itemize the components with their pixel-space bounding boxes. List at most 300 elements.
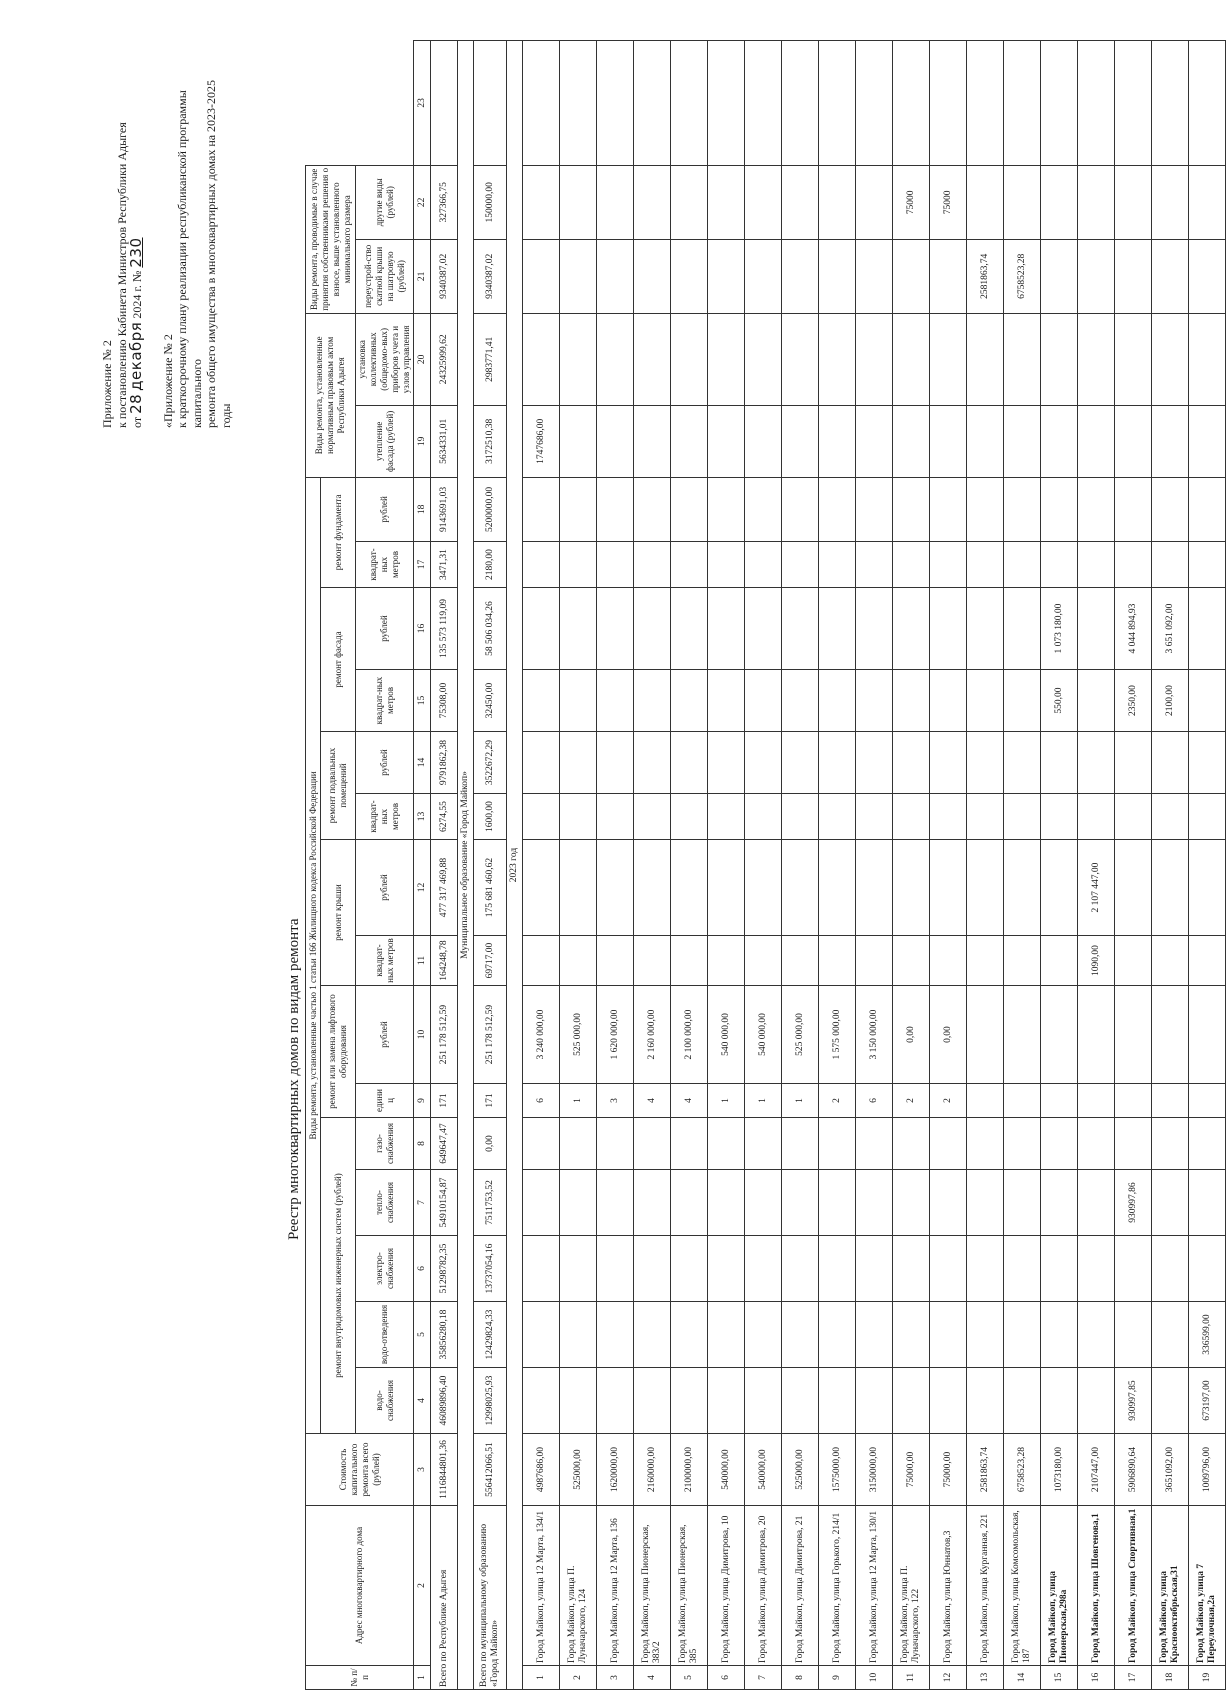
cell-empty <box>893 41 930 166</box>
cell-drub <box>523 477 560 541</box>
column-number: 2 <box>414 1506 431 1666</box>
total-cell: 5634331,01 <box>431 405 458 477</box>
cell-water <box>819 1368 856 1434</box>
cell-cost: 3651092,00 <box>1152 1434 1189 1506</box>
house-address: Город Майкоп, улица Комсомольская, 187 <box>1004 1506 1041 1666</box>
header-facade-rub: рублей <box>356 588 414 670</box>
cell-fsqm <box>671 670 708 732</box>
cell-drub <box>560 477 597 541</box>
cell-empty <box>782 41 819 166</box>
house-address: Город Майкоп, улица 12 Марта, 136 <box>597 1506 634 1666</box>
house-row <box>856 41 893 1690</box>
cell-elec <box>671 1236 708 1302</box>
cell-units: 3 <box>597 1084 634 1118</box>
cell-meters <box>1078 313 1115 405</box>
cell-frub <box>560 588 597 670</box>
cell-brub <box>819 732 856 794</box>
cell-empty <box>634 41 671 166</box>
subtotal-cell: 556412066,51 <box>474 1434 507 1506</box>
cell-bsqm <box>930 794 967 840</box>
cell-gas <box>560 1118 597 1170</box>
house-row <box>930 41 967 1690</box>
house-row <box>967 41 1004 1690</box>
subtotal-cell: 3172510,38 <box>474 405 507 477</box>
cell-sewer <box>708 1302 745 1368</box>
cell-lift <box>967 986 1004 1084</box>
header-facade: ремонт фасада <box>321 588 356 732</box>
cell-rsqm <box>856 936 893 986</box>
cell-frub <box>782 588 819 670</box>
cell-elec <box>1041 1236 1078 1302</box>
cell-fsqm: 550,00 <box>1041 670 1078 732</box>
cell-bsqm <box>819 794 856 840</box>
cell-empty <box>1004 41 1041 166</box>
cell-empty <box>967 41 1004 166</box>
total-cell: 9791862,38 <box>431 732 458 794</box>
cell-insul <box>856 405 893 477</box>
cell-other: 75000 <box>930 165 967 239</box>
cell-other <box>523 165 560 239</box>
cell-dsqm <box>930 542 967 588</box>
total-cell: 9340387,02 <box>431 239 458 313</box>
appendix-line-4: «Приложение № 2 <box>160 334 175 428</box>
total-cell: 46089896,40 <box>431 1368 458 1434</box>
header-roof-rub: рублей <box>356 840 414 936</box>
cell-empty <box>1152 41 1189 166</box>
house-row <box>1078 41 1115 1690</box>
appendix-line-8: годы <box>218 403 233 428</box>
cell-lift <box>1115 986 1152 1084</box>
cell-meters <box>1041 313 1078 405</box>
cell-drub <box>782 477 819 541</box>
cell-bsqm <box>893 794 930 840</box>
cell-units <box>1041 1084 1078 1118</box>
cell-fsqm <box>634 670 671 732</box>
cell-sewer <box>1041 1302 1078 1368</box>
cell-frub <box>671 588 708 670</box>
house-row <box>597 41 634 1690</box>
subtotal-cell: 1600,00 <box>474 794 507 840</box>
cell-units <box>1115 1084 1152 1118</box>
cell-lift: 1 575 000,00 <box>819 986 856 1084</box>
cell-bsqm <box>634 794 671 840</box>
cell-water <box>782 1368 819 1434</box>
cell-rsqm <box>782 936 819 986</box>
cell-dsqm <box>819 542 856 588</box>
cell-drub <box>1115 477 1152 541</box>
cell-drub <box>819 477 856 541</box>
cell-dsqm <box>597 542 634 588</box>
cell-dsqm <box>634 542 671 588</box>
cell-other <box>1189 165 1226 239</box>
cell-bsqm <box>1004 794 1041 840</box>
cell-sewer <box>745 1302 782 1368</box>
cell-empty <box>1078 41 1115 166</box>
cell-rrub <box>597 840 634 936</box>
cell-water <box>967 1368 1004 1434</box>
column-number: 9 <box>414 1084 431 1118</box>
column-number-row <box>414 41 431 1690</box>
header-insulation: утепление фасада (рублей) <box>356 405 414 477</box>
cell-lift <box>1189 986 1226 1084</box>
cell-brub <box>523 732 560 794</box>
cell-cost: 525000,00 <box>782 1434 819 1506</box>
row-number: 13 <box>967 1666 1004 1690</box>
cell-sewer <box>967 1302 1004 1368</box>
cell-other <box>1078 165 1115 239</box>
house-row <box>1189 41 1226 1690</box>
column-number: 20 <box>414 313 431 405</box>
cell-rrub <box>930 840 967 936</box>
subtotal-cell: 0,00 <box>474 1118 507 1170</box>
cell-fsqm <box>597 670 634 732</box>
cell-meters <box>745 313 782 405</box>
cell-rrub <box>967 840 1004 936</box>
cell-heat <box>1078 1170 1115 1236</box>
cell-rrub <box>745 840 782 936</box>
subtotal-cell: 69717,00 <box>474 936 507 986</box>
cell-insul <box>819 405 856 477</box>
cell-cost: 2100000,00 <box>671 1434 708 1506</box>
cell-frub <box>893 588 930 670</box>
cell-water <box>1041 1368 1078 1434</box>
cell-other <box>560 165 597 239</box>
subtotal-cell: 3522672,29 <box>474 732 507 794</box>
header-cost: Стоимость капитального ремонта всего (рублей) <box>306 1434 414 1506</box>
cell-empty <box>1189 41 1226 166</box>
cell-empty <box>856 41 893 166</box>
cell-drub <box>856 477 893 541</box>
cell-water <box>1078 1368 1115 1434</box>
cell-other <box>1041 165 1078 239</box>
cell-units: 2 <box>819 1084 856 1118</box>
cell-frub <box>856 588 893 670</box>
cell-bsqm <box>856 794 893 840</box>
cell-fsqm <box>967 670 1004 732</box>
header-sewer: водо-отведения <box>356 1302 414 1368</box>
appendix-date-line <box>129 88 145 428</box>
cell-frub <box>1189 588 1226 670</box>
cell-flatroof: 2581863,74 <box>967 239 1004 313</box>
cell-insul <box>560 405 597 477</box>
cell-cost: 1575000,00 <box>819 1434 856 1506</box>
column-number: 16 <box>414 588 431 670</box>
cell-insul <box>1115 405 1152 477</box>
house-address: Город Майкоп, улица Юннатов,3 <box>930 1506 967 1666</box>
house-row <box>560 41 597 1690</box>
cell-flatroof <box>930 239 967 313</box>
decree-number: 230 <box>127 237 145 268</box>
header-address: Адрес многоквартирного дома <box>306 1506 414 1666</box>
total-cell: 75308,00 <box>431 670 458 732</box>
total-cell: 649647,47 <box>431 1118 458 1170</box>
column-number: 14 <box>414 732 431 794</box>
cell-rsqm <box>967 936 1004 986</box>
header-water: водо-снабжения <box>356 1368 414 1434</box>
row-number: 1 <box>523 1666 560 1690</box>
house-address: Город Майкоп, улица Димитрова, 10 <box>708 1506 745 1666</box>
cell-meters <box>708 313 745 405</box>
cell-units: 2 <box>893 1084 930 1118</box>
cell-drub <box>1004 477 1041 541</box>
row-number: 3 <box>597 1666 634 1690</box>
cell-rrub <box>893 840 930 936</box>
total-cell: 3471,31 <box>431 542 458 588</box>
column-number: 21 <box>414 239 431 313</box>
column-number: 13 <box>414 794 431 840</box>
cell-meters <box>1004 313 1041 405</box>
cell-heat <box>745 1170 782 1236</box>
cell-flatroof <box>1115 239 1152 313</box>
appendix-line-7: ремонта общего имущества в многоквартирных домах на 2023-2025 <box>204 79 218 428</box>
cell-insul <box>1041 405 1078 477</box>
cell-frub <box>967 588 1004 670</box>
subtotal-cell: 12998025,93 <box>474 1368 507 1434</box>
house-row <box>745 41 782 1690</box>
cell-flatroof <box>634 239 671 313</box>
cell-brub <box>1152 732 1189 794</box>
cell-water <box>560 1368 597 1434</box>
row-number: 9 <box>819 1666 856 1690</box>
municipality-label: Муниципальное образование «Город Майкоп» <box>458 41 474 1690</box>
cell-elec <box>745 1236 782 1302</box>
cell-dsqm <box>708 542 745 588</box>
total-cell: 51298782,35 <box>431 1236 458 1302</box>
cell-elec <box>560 1236 597 1302</box>
cell-rrub <box>1041 840 1078 936</box>
subtotal-cell: 2983771,41 <box>474 313 507 405</box>
cell-elec <box>1078 1236 1115 1302</box>
cell-rsqm <box>1152 936 1189 986</box>
cell-units: 6 <box>523 1084 560 1118</box>
subtotal-label: Всего по муниципальному образованию «Город Майкоп» <box>474 1506 507 1690</box>
cell-sewer <box>634 1302 671 1368</box>
house-address: Город Майкоп, улица Димитрова, 21 <box>782 1506 819 1666</box>
cell-empty <box>597 41 634 166</box>
year-row <box>507 41 523 1690</box>
cell-fsqm <box>523 670 560 732</box>
cell-rsqm <box>819 936 856 986</box>
cell-meters <box>671 313 708 405</box>
cell-brub <box>1189 732 1226 794</box>
cell-water <box>634 1368 671 1434</box>
cell-rrub <box>1004 840 1041 936</box>
house-address: Город Майкоп, улица Шовгенова,1 <box>1078 1506 1115 1666</box>
cell-other: 75000 <box>893 165 930 239</box>
cell-fsqm <box>893 670 930 732</box>
house-address: Город Майкоп, улица Пионерская, 385 <box>671 1506 708 1666</box>
cell-brub <box>1041 732 1078 794</box>
cell-brub <box>967 732 1004 794</box>
header-types-extra: Виды ремонта, проводимые в случае принятия собственниками решения о взносе, выше установленного минимального размера <box>306 165 356 313</box>
cell-brub <box>782 732 819 794</box>
subtotal-cell: 7511753,52 <box>474 1170 507 1236</box>
cell-brub <box>560 732 597 794</box>
cell-empty <box>708 41 745 166</box>
appendix-line-2: к постановлению Кабинета Министров Республики Адыгея <box>114 122 129 428</box>
cell-water <box>1152 1368 1189 1434</box>
house-address: Город Майкоп, улица Пионерская,298а <box>1041 1506 1078 1666</box>
cell-water <box>671 1368 708 1434</box>
column-number: 6 <box>414 1236 431 1302</box>
cell-cost: 540000,00 <box>708 1434 745 1506</box>
cell-fsqm <box>1078 670 1115 732</box>
cell-meters <box>930 313 967 405</box>
cell-rsqm <box>523 936 560 986</box>
cell-units: 4 <box>634 1084 671 1118</box>
house-address: Город Майкоп, улица П. Луначарского, 122 <box>893 1506 930 1666</box>
column-number: 3 <box>414 1434 431 1506</box>
date-month: декабря <box>127 321 145 391</box>
cell-frub <box>634 588 671 670</box>
cell-cost: 5906890,64 <box>1115 1434 1152 1506</box>
header-flat-roof: переустрой-ство скатной крыши на шатровую (рублей) <box>356 239 414 313</box>
cell-cost: 75000,00 <box>893 1434 930 1506</box>
cell-water: 930997,85 <box>1115 1368 1152 1434</box>
cell-cost: 2107447,00 <box>1078 1434 1115 1506</box>
document-title: Реестр многоквартирных домов по видам ремонта <box>286 918 302 1240</box>
cell-rsqm <box>634 936 671 986</box>
subtotal-cell: 175 681 460,62 <box>474 840 507 936</box>
house-row <box>671 41 708 1690</box>
row-number: 15 <box>1041 1666 1078 1690</box>
cell-cost: 75000,00 <box>930 1434 967 1506</box>
column-number: 1 <box>414 1666 431 1690</box>
cell-heat <box>782 1170 819 1236</box>
cell-lift: 0,00 <box>893 986 930 1084</box>
total-cell: 54910154,87 <box>431 1170 458 1236</box>
cell-rrub <box>856 840 893 936</box>
cell-empty <box>1041 41 1078 166</box>
appendix-line-6: капитального <box>189 359 204 428</box>
cell-insul <box>782 405 819 477</box>
cell-insul <box>708 405 745 477</box>
cell-rsqm <box>1189 936 1226 986</box>
cell-rrub <box>1115 840 1152 936</box>
column-number: 4 <box>414 1368 431 1434</box>
row-number: 5 <box>671 1666 708 1690</box>
cell-gas <box>1004 1118 1041 1170</box>
header-lift-rub: рублей <box>356 986 414 1084</box>
header-types-166: Виды ремонта, установленные частью 1 статьи 166 Жилищного кодекса Российской Федерации <box>306 477 321 1433</box>
cell-gas <box>1041 1118 1078 1170</box>
row-number: 7 <box>745 1666 782 1690</box>
cell-elec <box>930 1236 967 1302</box>
cell-bsqm <box>967 794 1004 840</box>
row-number: 6 <box>708 1666 745 1690</box>
total-cell: 6274,55 <box>431 794 458 840</box>
cell-units: 1 <box>782 1084 819 1118</box>
cell-fsqm <box>930 670 967 732</box>
cell-elec <box>893 1236 930 1302</box>
appendix-line-5: к краткосрочному плану реализации республиканской программы <box>175 90 189 428</box>
cell-gas <box>930 1118 967 1170</box>
subtotal-cell: 251 178 512,59 <box>474 986 507 1084</box>
house-row <box>782 41 819 1690</box>
cell-heat <box>523 1170 560 1236</box>
cell-rsqm <box>560 936 597 986</box>
cell-bsqm <box>671 794 708 840</box>
cell-dsqm <box>893 542 930 588</box>
subtotal-cell-empty <box>474 41 507 166</box>
cell-brub <box>930 732 967 794</box>
total-cell: 135 573 119,09 <box>431 588 458 670</box>
cell-sewer: 336599,00 <box>1189 1302 1226 1368</box>
cell-heat <box>671 1170 708 1236</box>
subtotal-cell: 150000,00 <box>474 165 507 239</box>
cell-dsqm <box>967 542 1004 588</box>
total-cell: 171 <box>431 1084 458 1118</box>
house-address: Город Майкоп, улица Горького, 214/1 <box>819 1506 856 1666</box>
cell-other <box>1115 165 1152 239</box>
cell-lift: 525 000,00 <box>560 986 597 1084</box>
year-label: 2023 год <box>507 41 523 1690</box>
cell-elec <box>708 1236 745 1302</box>
cell-heat <box>1041 1170 1078 1236</box>
cell-fsqm <box>745 670 782 732</box>
cell-heat <box>819 1170 856 1236</box>
cell-heat <box>1152 1170 1189 1236</box>
cell-insul <box>634 405 671 477</box>
house-address: Город Майкоп, улица 7 Переулочная,2а <box>1189 1506 1226 1666</box>
total-cell: 35856280,18 <box>431 1302 458 1368</box>
header-types-ra: Виды ремонта, установленные нормативным правовым актом Республики Адыгея <box>306 313 356 477</box>
cell-gas <box>893 1118 930 1170</box>
cell-heat <box>856 1170 893 1236</box>
cell-sewer <box>560 1302 597 1368</box>
cell-lift: 2 100 000,00 <box>671 986 708 1084</box>
cell-fsqm <box>819 670 856 732</box>
cell-frub: 3 651 092,00 <box>1152 588 1189 670</box>
municipality-row <box>458 41 474 1690</box>
cell-bsqm <box>523 794 560 840</box>
cell-empty <box>819 41 856 166</box>
cell-units: 6 <box>856 1084 893 1118</box>
cell-elec <box>634 1236 671 1302</box>
cell-lift: 3 240 000,00 <box>523 986 560 1084</box>
house-row <box>634 41 671 1690</box>
cell-lift <box>1041 986 1078 1084</box>
cell-units: 1 <box>708 1084 745 1118</box>
cell-lift: 1 620 000,00 <box>597 986 634 1084</box>
cell-cost: 3150000,00 <box>856 1434 893 1506</box>
cell-sewer <box>523 1302 560 1368</box>
cell-dsqm <box>782 542 819 588</box>
cell-brub <box>634 732 671 794</box>
cell-units <box>1078 1084 1115 1118</box>
cell-frub <box>708 588 745 670</box>
cell-elec <box>1004 1236 1041 1302</box>
cell-bsqm <box>597 794 634 840</box>
cell-meters <box>597 313 634 405</box>
cell-frub <box>930 588 967 670</box>
cell-lift <box>1078 986 1115 1084</box>
cell-gas <box>1152 1118 1189 1170</box>
header-basement: ремонт подвальных помещений <box>321 732 356 840</box>
cell-brub <box>1115 732 1152 794</box>
total-label: Всего по Республике Адыгея <box>431 1506 458 1690</box>
cell-insul <box>671 405 708 477</box>
cell-empty <box>1115 41 1152 166</box>
cell-lift <box>1152 986 1189 1084</box>
cell-gas <box>708 1118 745 1170</box>
cell-frub <box>597 588 634 670</box>
cell-heat <box>1004 1170 1041 1236</box>
cell-drub <box>893 477 930 541</box>
cell-units <box>1004 1084 1041 1118</box>
cell-meters <box>560 313 597 405</box>
cell-insul <box>1189 405 1226 477</box>
